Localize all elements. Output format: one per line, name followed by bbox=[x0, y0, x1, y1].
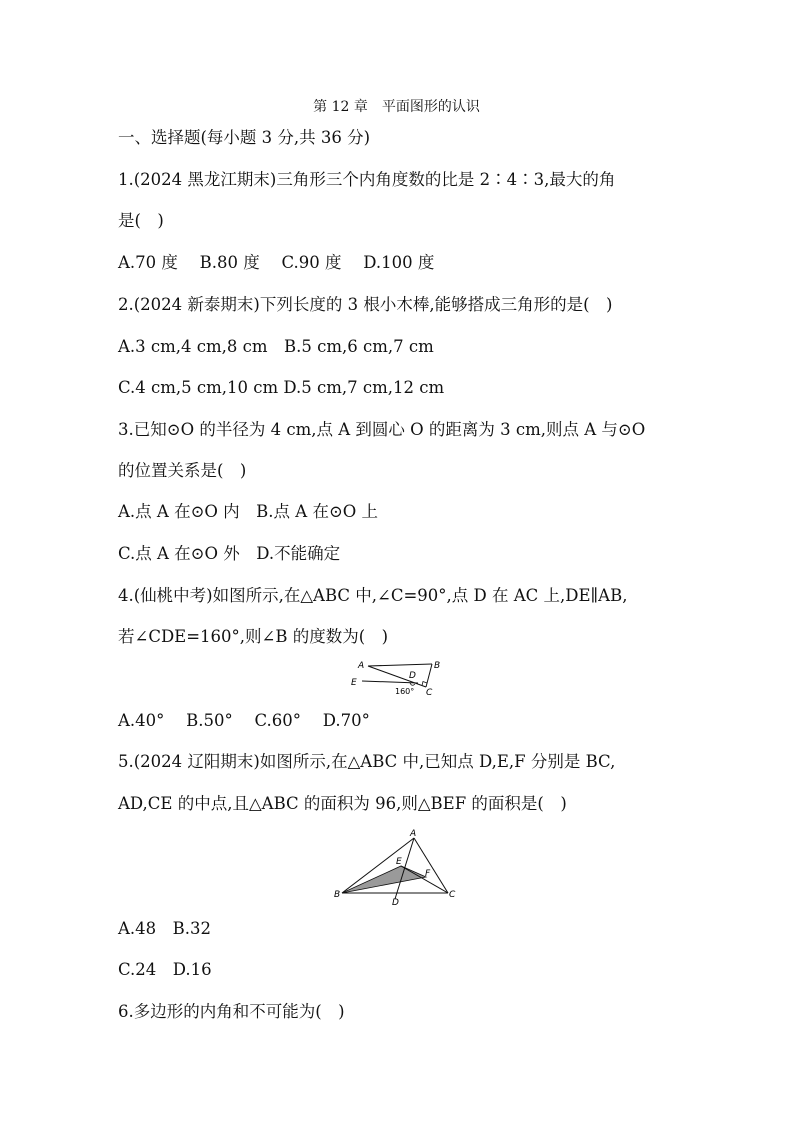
q3-options-line2: C.点 A 在⊙O 外 D.不能确定 bbox=[118, 544, 341, 563]
q6-stem: 6.多边形的内角和不可能为( ) bbox=[118, 1002, 345, 1021]
q4-label-b: B bbox=[434, 661, 441, 671]
q4-label-e: E bbox=[351, 678, 357, 688]
q2-stem: 2.(2024 新泰期末)下列长度的 3 根小木棒,能够搭成三角形的是( ) bbox=[118, 295, 613, 314]
q2-options-line2: C.4 cm,5 cm,10 cm D.5 cm,7 cm,12 cm bbox=[118, 378, 445, 397]
q2-options-line1: A.3 cm,4 cm,8 cm B.5 cm,6 cm,7 cm bbox=[118, 337, 434, 356]
q4-angle-label: 160° bbox=[395, 687, 415, 696]
q5-options-line1: A.48 B.32 bbox=[118, 919, 212, 938]
q5-label-a: A bbox=[410, 829, 417, 839]
q1-stem-line1: 1.(2024 黑龙江期末)三角形三个内角度数的比是 2∶4∶3,最大的角 bbox=[118, 170, 616, 189]
q5-label-b: B bbox=[334, 890, 341, 900]
q3-stem-line1: 3.已知⊙O 的半径为 4 cm,点 A 到圆心 O 的距离为 3 cm,则点 A 与⊙O bbox=[118, 420, 646, 439]
q4-stem-line2: 若∠CDE=160°,则∠B 的度数为( ) bbox=[118, 627, 389, 646]
q3-stem-line2: 的位置关系是( ) bbox=[118, 461, 247, 480]
q5-label-c: C bbox=[449, 890, 456, 900]
q1-options: A.70 度 B.80 度 C.90 度 D.100 度 bbox=[118, 253, 435, 272]
q4-stem-line1: 4.(仙桃中考)如图所示,在△ABC 中,∠C=90°,点 D 在 AC 上,DE∥AB, bbox=[118, 586, 628, 605]
q5-label-f: F bbox=[425, 869, 431, 879]
q3-options-line1: A.点 A 在⊙O 内 B.点 A 在⊙O 上 bbox=[118, 502, 379, 521]
q5-label-e: E bbox=[396, 857, 402, 867]
q4-label-d: D bbox=[409, 671, 416, 681]
q1-stem-line2: 是( ) bbox=[118, 211, 164, 230]
q4-figure bbox=[346, 656, 446, 698]
q5-options-line2: C.24 D.16 bbox=[118, 960, 212, 979]
q5-figure bbox=[334, 826, 464, 906]
q4-segment-ac bbox=[368, 666, 426, 687]
q4-label-a: A bbox=[358, 661, 365, 671]
q4-label-c: C bbox=[426, 688, 433, 698]
section-heading: 一、选择题(每小题 3 分,共 36 分) bbox=[118, 128, 371, 147]
chapter-title: 第 12 章 平面图形的认识 bbox=[313, 99, 480, 115]
q5-segment-ac bbox=[414, 838, 448, 893]
q5-shaded-triangle-bef bbox=[342, 866, 426, 893]
q4-options: A.40° B.50° C.60° D.70° bbox=[118, 711, 370, 730]
q4-segment-bc bbox=[426, 664, 432, 687]
q5-stem-line1: 5.(2024 辽阳期末)如图所示,在△ABC 中,已知点 D,E,F 分别是 BC, bbox=[118, 752, 616, 771]
q5-label-d: D bbox=[392, 898, 399, 906]
q4-segment-ab bbox=[368, 664, 432, 666]
q5-stem-line2: AD,CE 的中点,且△ABC 的面积为 96,则△BEF 的面积是( ) bbox=[118, 794, 567, 813]
